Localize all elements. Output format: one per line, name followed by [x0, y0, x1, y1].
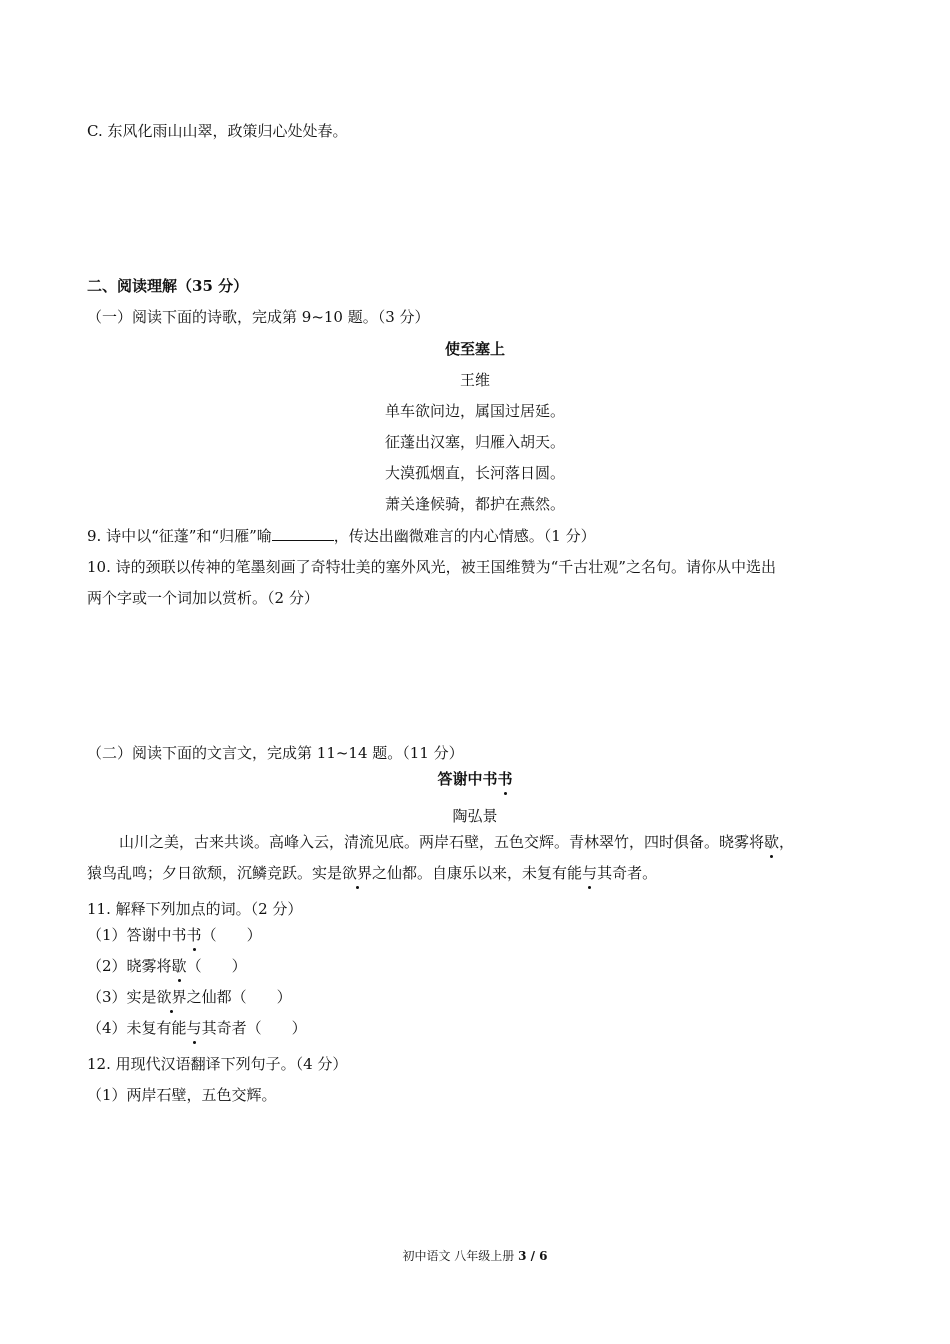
poem-title: 使至塞上 — [444, 340, 505, 358]
poem-line: 征蓬出汉塞，归雁入胡天。 — [384, 433, 565, 451]
prose-author: 陶弘景 — [452, 807, 498, 825]
question-11-2: （2）晓雾将歇（ ） — [87, 957, 247, 975]
part1-intro: （一）阅读下面的诗歌，完成第 9~10 题。（3 分） — [87, 308, 430, 326]
poem-line: 大漠孤烟直，长河落日圆。 — [384, 464, 565, 482]
section-title: 二、阅读理解（35 分） — [87, 277, 249, 295]
answer-blank[interactable] — [272, 526, 334, 541]
prose-title: 答谢中书书 — [437, 770, 513, 788]
option-c: C. 东风化雨山山翠，政策归心处处春。 — [87, 122, 348, 140]
question-10-line1: 10. 诗的颈联以传神的笔墨刻画了奇特壮美的塞外风光，被王国维赞为“千古壮观”之名句。请你从中选出 — [87, 558, 776, 576]
prose-line-2: 猿鸟乱鸣；夕日欲颓，沉鳞竞跃。实是欲界之仙都。自康乐以来，未复有能与其奇者。 — [87, 864, 658, 882]
question-10-line2: 两个字或一个词加以赏析。（2 分） — [87, 589, 319, 607]
question-11: 11. 解释下列加点的词。（2 分） — [87, 900, 303, 918]
question-11-4: （4）未复有能与其奇者（ ） — [87, 1019, 307, 1037]
page-footer: 初中语文 八年级上册 3 / 6 — [402, 1249, 548, 1263]
question-11-1: （1）答谢中书书（ ） — [87, 926, 262, 944]
prose-line-1: 山川之美，古来共谈。高峰入云，清流见底。两岸石壁，五色交辉。青林翠竹，四时俱备。晓雾将歇， — [119, 833, 795, 851]
page-number: 3 / 6 — [518, 1249, 548, 1263]
poem-line: 单车欲问边，属国过居延。 — [384, 402, 565, 420]
part2-intro: （二）阅读下面的文言文，完成第 11~14 题。（11 分） — [87, 744, 464, 762]
question-11-3: （3）实是欲界之仙都（ ） — [87, 988, 292, 1006]
poem-author: 王维 — [459, 371, 490, 389]
poem-line: 萧关逢候骑，都护在燕然。 — [384, 495, 565, 513]
question-9: 9. 诗中以“征蓬”和“归雁”喻 ，传达出幽微难言的内心情感。（1 分） — [87, 527, 596, 545]
question-12-1: （1）两岸石壁，五色交辉。 — [87, 1086, 277, 1104]
question-12: 12. 用现代汉语翻译下列句子。（4 分） — [87, 1055, 348, 1073]
